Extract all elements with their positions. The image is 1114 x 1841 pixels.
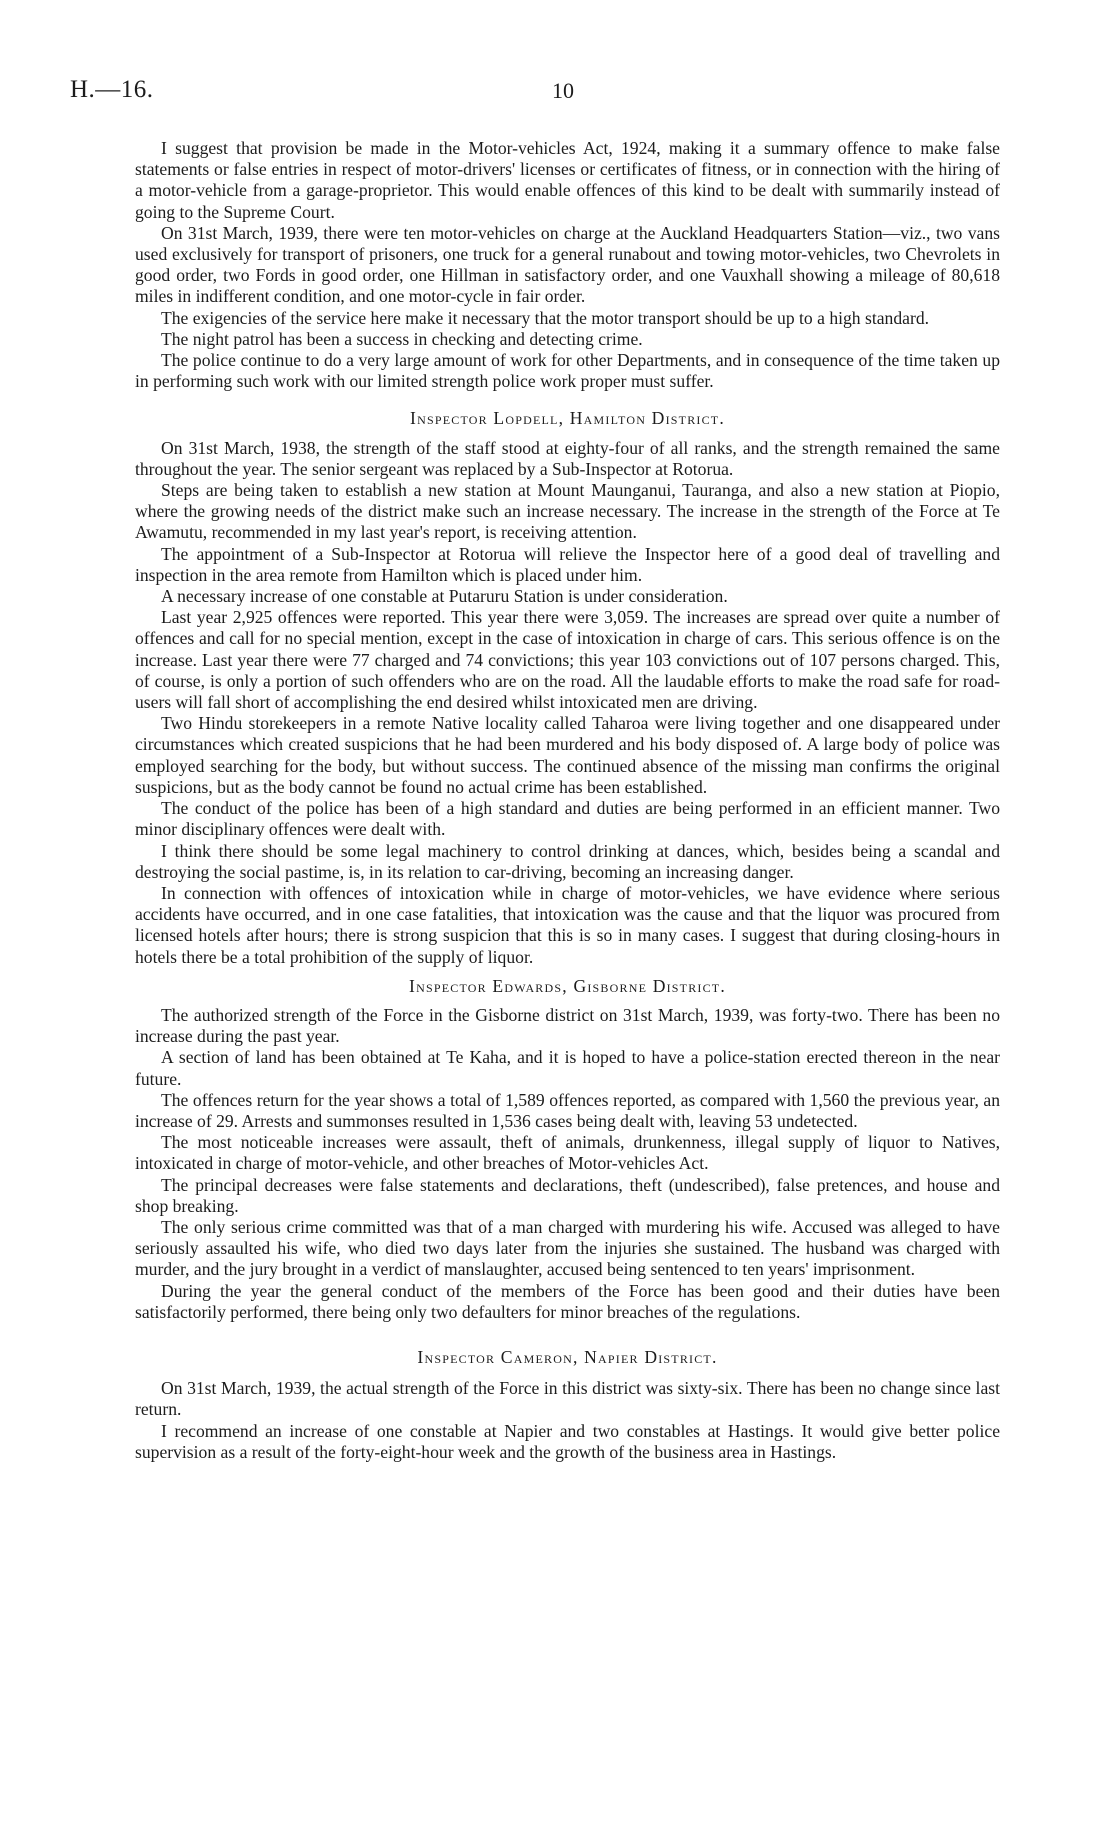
paragraph: A necessary increase of one constable at Putaruru Station is under consideration. — [161, 586, 728, 607]
paragraph: On 31st March, 1939, there were ten motor-vehicles on charge at the Auckland Headquarters Station—viz., two vans used exclusively for transport of prisoners, one truck for a general runabout and towing motor-vehicles, two Chevrolets in good order, two Fords in good order, one Hillman in satisfactory order, and one Vauxhall showing a mileage of 80,618 miles in indifferent condition, and one motor-cycle in fair order. — [135, 222, 1000, 307]
paragraph: The most noticeable increases were assault, theft of animals, drunkenness, illegal supply of liquor to Natives, intoxicated in charge of motor-vehicle, and other breaches of Motor-vehicles Act. — [135, 1132, 1000, 1174]
paragraph: The only serious crime committed was that of a man charged with murdering his wife. Accused was alleged to have seriously assaulted his wife, who died two days later from the injuries she sustained. The husband was charged with murder, and the jury brought in a verdict of manslaughter, accused being sentenced to ten years' imprisonment. — [135, 1216, 1000, 1280]
paragraph: I recommend an increase of one constable at Napier and two constables at Hastings. It would give better police supervision as a result of the forty-eight-hour week and the growth of the business area in Hastings. — [135, 1420, 1000, 1462]
paragraph: The offences return for the year shows a total of 1,589 offences reported, as compared with 1,560 the previous year, an increase of 29. Arrests and summonses resulted in 1,536 cases being dealt with, leaving 53 undetected. — [135, 1089, 1000, 1131]
paragraph: The appointment of a Sub-Inspector at Rotorua will relieve the Inspector here of a good deal of travelling and inspection in the area remote from Hamilton which is placed under him. — [135, 543, 1000, 585]
paragraph: Steps are being taken to establish a new station at Mount Maunganui, Tauranga, and also a new station at Piopio, where the growing needs of the district make such an increase necessary. The increase in the strength of the Force at Te Awamutu, recommended in my last year's report, is receiving attention. — [135, 480, 1000, 543]
paragraph: The authorized strength of the Force in the Gisborne district on 31st March, 1939, was forty-two. There has been no increase during the past year. — [135, 1004, 1000, 1047]
paragraph: On 31st March, 1938, the strength of the staff stood at eighty-four of all ranks, and the strength remained the same throughout the year. The senior sergeant was replaced by a Sub-Inspector at Rotorua. — [135, 437, 1000, 479]
page-number: 10 — [552, 78, 574, 103]
page-header — [70, 76, 1044, 110]
report-reference: H.—16. — [70, 76, 154, 103]
paragraph: The exigencies of the service here make it necessary that the motor transport should be up to a high standard. — [161, 307, 930, 328]
section-heading-napier: Inspector Cameron, Napier District. — [417, 1346, 718, 1367]
paragraph: Two Hindu storekeepers in a remote Native locality called Taharoa were living together and one disappeared under circumstances which created suspicions that he had been murdered and his body disposed of. A large body of police was employed searching for the body, but without success. The continued absence of the missing man confirms the original suspicions, but as the body cannot be found no actual crime has been established. — [135, 713, 1000, 797]
section-heading-gisborne: Inspector Edwards, Gisborne District. — [409, 975, 726, 996]
paragraph: The principal decreases were false statements and declarations, theft (undescribed), false pretences, and house and shop breaking. — [135, 1174, 1000, 1216]
paragraph: The night patrol has been a success in checking and detecting crime. — [161, 328, 643, 349]
paragraph: A section of land has been obtained at Te Kaha, and it is hoped to have a police-station erected thereon in the near future. — [135, 1047, 1000, 1089]
paragraph: The police continue to do a very large amount of work for other Departments, and in consequence of the time taken up in performing such work with our limited strength police work proper must suffer. — [135, 350, 1000, 392]
paragraph: I think there should be some legal machinery to control drinking at dances, which, besides being a scandal and destroying the social pastime, is, in its relation to car-driving, becoming an increasing danger. — [135, 840, 1000, 882]
paragraph: In connection with offences of intoxication while in charge of motor-vehicles, we have evidence where serious accidents have occurred, and in one case fatalities, that intoxication was the cause and that the liquor was procured from licensed hotels after hours; there is strong suspicion that this is so in many cases. I suggest that during closing-hours in hotels there be a total prohibition of the supply of liquor. — [135, 882, 1000, 967]
paragraph: On 31st March, 1939, the actual strength of the Force in this district was sixty-six. There has been no change since last return. — [135, 1378, 1000, 1420]
section-heading-hamilton: Inspector Lopdell, Hamilton District. — [410, 408, 725, 429]
paragraph: I suggest that provision be made in the Motor-vehicles Act, 1924, making it a summary offence to make false statements or false entries in respect of motor-drivers' licenses or certificates of fitness, or in connection with the hiring of a motor-vehicle from a garage-proprietor. This would enable offences of this kind to be dealt with summarily instead of going to the Supreme Court. — [135, 138, 1000, 222]
paragraph: During the year the general conduct of the members of the Force has been good and their duties have been satisfactorily performed, there being only two defaulters for minor breaches of the regulations. — [135, 1280, 1000, 1322]
paragraph: Last year 2,925 offences were reported. This year there were 3,059. The increases are spread over quite a number of offences and call for no special mention, except in the case of intoxication in charge of cars. This serious offence is on the increase. Last year there were 77 charged and 74 convictions; this year 103 convictions out of 107 persons charged. This, of course, is only a portion of such offenders who are on the road. All the laudable efforts to make the road safe for road-users will fall short of accomplishing the end desired whilst intoxicated men are driving. — [135, 607, 1000, 713]
paragraph: The conduct of the police has been of a high standard and duties are being performed in an efficient manner. Two minor disciplinary offences were dealt with. — [135, 798, 1000, 840]
report-body — [135, 138, 1000, 1463]
